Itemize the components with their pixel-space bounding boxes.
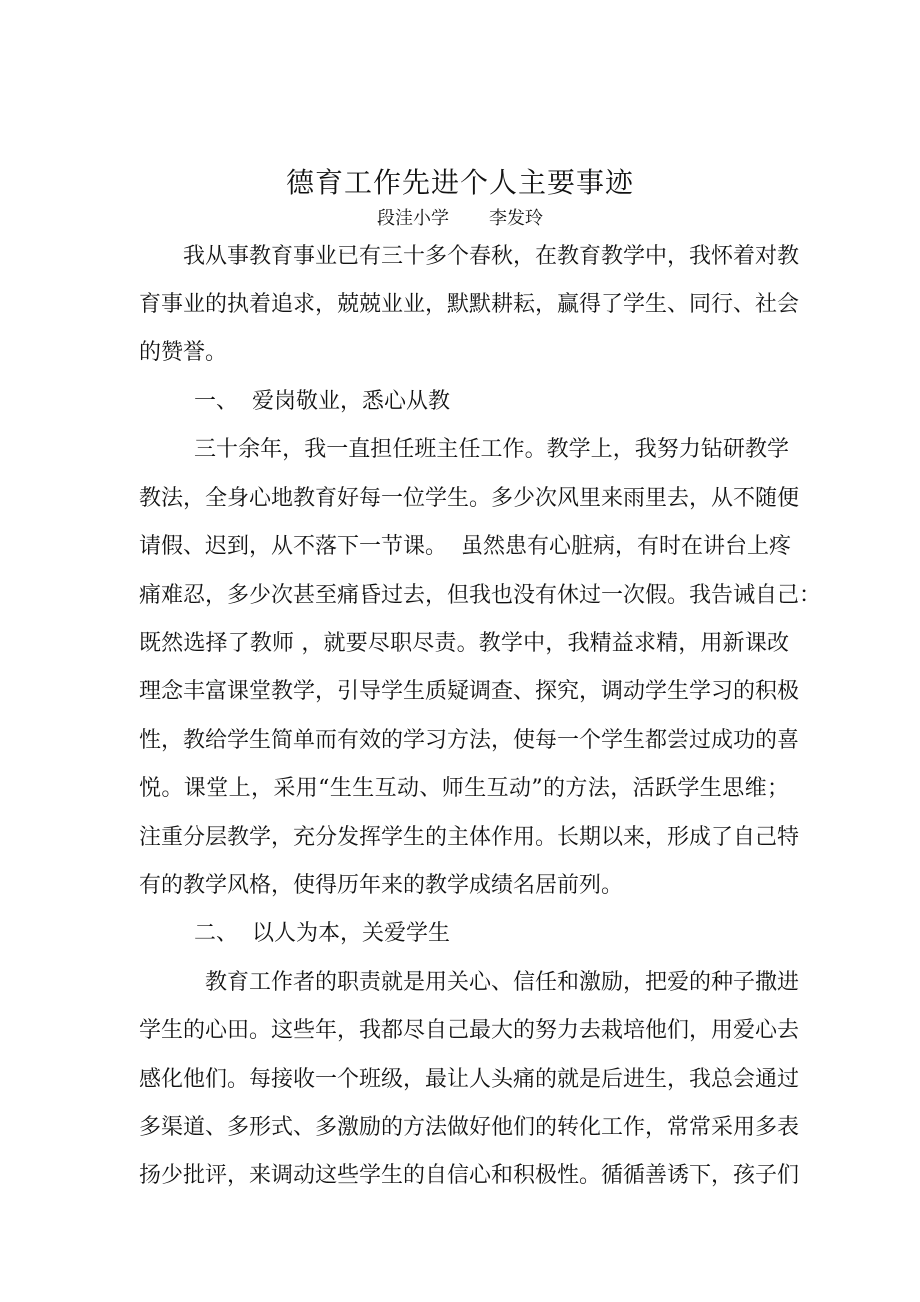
paragraph-line: 三十余年，我一直担任班主任工作。教学上，我努力钻研教学 [194,437,789,462]
paragraph-line: 既然选择了教师 ，就要尽职尽责。教学中，我精益求精，用新课改 [139,631,789,656]
paragraph-line: 扬少批评，来调动这些学生的自信心和积极性。循循善诱下，孩子们 [139,1163,800,1188]
document-title: 德育工作先进个人主要事迹 [285,166,634,199]
paragraph-line: 注重分层教学，充分发挥学生的主体作用。长期以来，形成了自己特 [139,825,800,850]
paragraph-line: 感化他们。每接收一个班级，最让人头痛的就是后进生，我总会通过 [139,1067,800,1092]
section-heading-2: 二、 以人为本，关爱学生 [194,921,450,946]
paragraph-line: 教法，全身心地教育好每一位学生。多少次风里来雨里去，从不随便 [139,486,800,511]
byline [0,206,920,232]
byline-author: 李发玲 [489,208,543,229]
paragraph-line: 的赞誉。 [139,340,228,365]
paragraph-line: 学生的心田。这些年，我都尽自己最大的努力去栽培他们，用爱心去 [139,1018,800,1043]
paragraph-line: 悦。课堂上，采用“生生互动、师生互动”的方法，活跃学生思维； [139,776,789,801]
paragraph-line: 教育工作者的职责就是用关心、信任和激励，把爱的种子撒进 [205,970,800,995]
paragraph-line: 有的教学风格，使得历年来的教学成绩名居前列。 [139,873,624,898]
paragraph-line: 我从事教育事业已有三十多个春秋，在教育教学中，我怀着对教 [183,244,800,269]
section-heading-1: 一、 爱岗敬业，悉心从教 [194,389,450,414]
paragraph-line: 请假、迟到，从不落下一节课。 虽然患有心脏病，有时在讲台上疼 [139,534,791,559]
paragraph-line: 多渠道、多形式、多激励的方法做好他们的转化工作，常常采用多表 [139,1115,800,1140]
paragraph-line: 痛难忍，多少次甚至痛昏过去，但我也没有休过一次假。我告诫自己： [139,583,822,608]
paragraph-line: 理念丰富课堂教学，引导学生质疑调查、探究，调动学生学习的积极 [139,679,800,704]
paragraph-line: 性，教给学生简单而有效的学习方法，使每一个学生都尝过成功的喜 [139,728,800,753]
byline-school: 段洼小学 [377,208,449,229]
paragraph-line: 育事业的执着追求，兢兢业业，默默耕耘，赢得了学生、同行、社会 [139,292,800,317]
